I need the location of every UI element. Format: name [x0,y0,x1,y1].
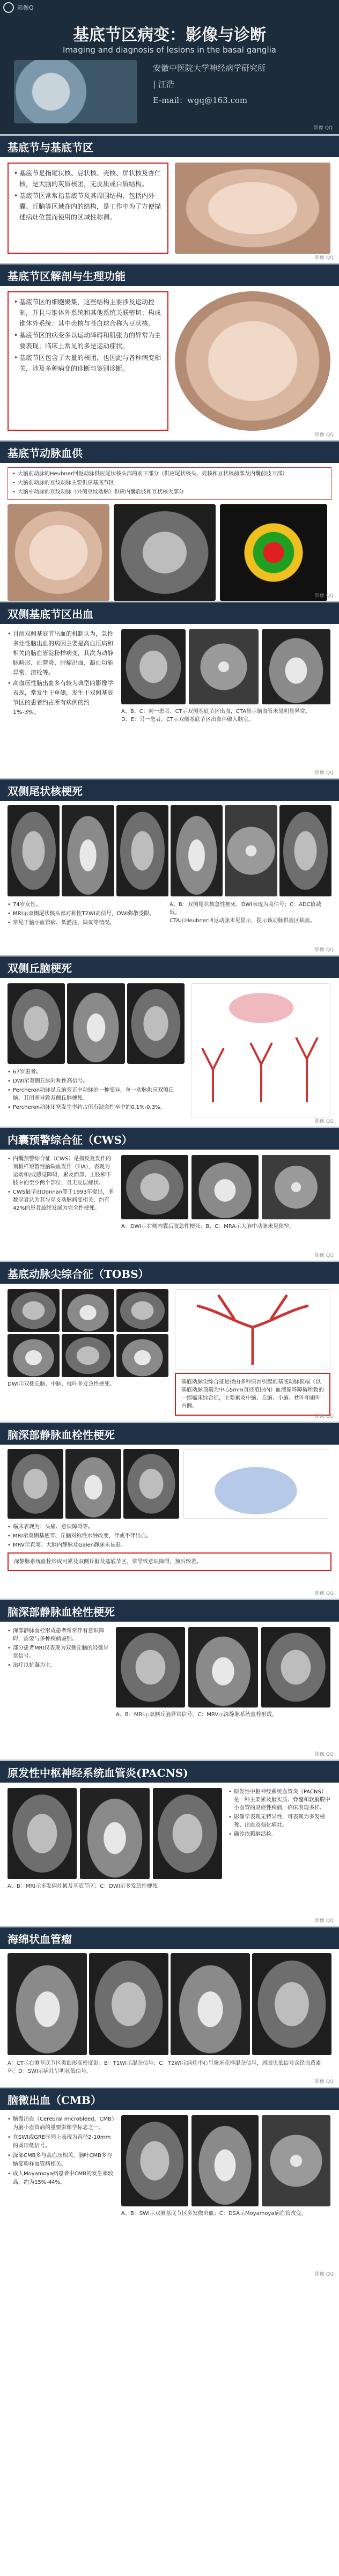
watermark: 影像 QQ [314,1918,334,1924]
watermark: 影像 QQ [314,1591,334,1596]
bullet: • 确诊依赖脑活检。 [229,1830,330,1838]
mri-image [127,983,185,1064]
bullet: • 67岁患者。 [8,1068,185,1076]
mri-image [67,983,124,1064]
bullet: • 基底节区常常指基底节及其周围结构，包括内外囊、丘脑等区域在内的结构，是工作中为了方便描述病灶位置而使用的区域性称谓。 [14,190,162,223]
basilar-tip-illustration [175,1290,330,1369]
coronal-section-image [8,504,109,601]
cta-image [189,629,259,704]
bullet: • 深部静脉血栓形成患者常常伴有意识障碍，需要与多种疾病鉴别。 [8,1627,109,1643]
watermark: 影像 QQ [314,1253,334,1258]
bullet: • MRI示双侧基底节、丘脑对称性水肿改变，伴或不伴出血。 [8,1532,331,1540]
section-title: 双侧基底节区出血 [0,602,339,624]
author-block [153,60,325,108]
section-anatomy-function [0,263,339,440]
bullet: • 基底节区包含了大量的核团，也因此与各种病变相关，涉及多种病变的诊断与鉴别诊断。 [14,352,162,374]
bullet: • Percheron动脉是丘脑旁正中动脉的一种变异，单一动脉供应双侧丘脑，其闭塞导致双侧丘脑梗死。 [8,1086,185,1102]
bullet: • 深部CMB多与高血压相关，脑叶CMB多与脑淀粉样血管病相关。 [8,2152,115,2169]
bullet: • 基底节是指尾状核、豆状核、壳核、屏状核及杏仁核，是大脑的灰质核团，无皮质或白质结构。 [14,168,162,189]
angio-image [225,805,277,896]
watermark: 影像 QQ [314,2272,334,2277]
page-subtitle: Imaging and diagnosis of lesions in the basal ganglia [63,45,276,55]
section-title: 基底动脉尖综合征（TOBS） [0,1262,339,1284]
section-blood-supply [0,440,339,601]
note-text: 深静脉系统血栓形成可累及双侧丘脑及基底节区，常导致意识障碍，预后较差。 [14,1559,202,1565]
bullet: • 内囊预警综合征（CWS）是指反复发作的刻板样短暂性脑缺血发作（TIA），表现为运动和/或感觉障碍，累及面部、上肢和下肢中的至少两个部位，且无皮层症状。 [8,1155,115,1187]
bullet: • Percheron动脉闭塞发生率约占所有缺血性卒中的0.1%-0.3%。 [8,1103,185,1112]
mri-image [8,805,60,896]
territory-map-image [220,504,327,601]
logo-text: 影像Q [17,4,34,11]
figure-caption: A、B：SWI示双侧基底节区多发微出血；C：DSA示Moyamoya病血管改变。 [121,2211,307,2217]
banner-watermark: 影像 QQ [313,126,333,131]
bullet: • 临床表现为：头痛、意识障碍等。 [8,1523,331,1531]
axial-mri-image [114,504,216,601]
swi-image [191,2115,259,2206]
section-cmb [0,2087,339,2279]
mri-image [171,805,223,896]
watermark: 影像 QQ [314,1752,334,1757]
figure-caption: A、B：双侧尾状核急性梗死，DWI表现为高信号；C：ADC值减低。 [170,902,321,916]
bullet: • CWS最早由Donnan等于1993年提出，多数学者认为其与穿支动脉病变相关，约有42%的患者最终发展为完全性梗死。 [8,1188,115,1212]
banner-image [14,60,137,123]
bullet: • 原发性中枢神经系统血管炎（PACNS）是一种主要累及脑实质、脊髓和软脑膜中小血管的炎症性疾病，临床表现多样。 [229,1788,330,1812]
section-thalamic-infarction [0,955,339,1127]
bullet: • 大脑前动脉的Heubner回返动脉供应尾状核头部的前下部分（供应尾状核头、壳核和豆状核前部及内囊前肢下部） [12,470,327,478]
figure-caption: A、B：MRI示多发病灶累及基底节区；C：DWI示多发急性梗死。 [8,1883,163,1889]
mri-image [188,1627,257,1707]
section-deep-venous-thrombosis-2 [0,1599,339,1760]
author-line: E-mail：wgq@163.com [153,95,248,105]
figure-caption: CTA示Heubner回返动脉未见显示，提示该动脉供血区缺血。 [170,918,316,924]
mri-image [8,1788,77,1879]
watermark: 影像 QQ [314,2079,334,2085]
anatomy-image [175,163,330,254]
mri-image [123,1449,179,1519]
section-title: 脑深部静脉血栓性梗死 [0,1423,339,1445]
bullet: • 大脑前动脉的豆纹动脉主要供应基底节区 [12,479,327,487]
author-line: 安徽中医院大学神经病学研究所 [153,63,266,73]
ct-image [8,1953,87,2055]
dwi-image [121,1155,188,1219]
logo-icon [3,2,14,13]
section-deep-venous-thrombosis [0,1422,339,1599]
section-title: 海绵状血管瘤 [0,1927,339,1949]
caudate-image-grid [8,805,331,896]
dsa-image [262,2115,330,2206]
bullet: • DWI示双侧丘脑对称性高信号。 [8,1077,185,1085]
section-bilateral-hemorrhage [0,601,339,778]
definition-text: 基底动脉尖综合征是指由多种原因引起的基底动脉顶端（以基底动脉顶端为中心5mm直径范围内）血液循环障碍所致的一组临床综合征，主要累及中脑、丘脑、小脑、枕叶和颞叶内侧。 [181,1379,324,1409]
ct-image [262,629,330,704]
swi-image [121,2115,188,2206]
mri-image [80,1788,149,1879]
section-cavernous-hemangioma [0,1926,339,2087]
mri-image [8,1449,63,1519]
mri-image [8,1289,60,1332]
swi-image [252,1953,331,2055]
watermark: 影像 QQ [314,432,334,438]
section-pacns [0,1760,339,1926]
bullet: • 74岁女性。 [8,901,163,909]
bullet: • 高血压性脑出血多有较为典型的影像学表现，常发生于单侧，发生于双侧基底节区的患者约占所有病例的约1%-3%。 [8,679,115,717]
3d-brain-image [175,291,330,431]
bullet: • 部分患者MRI仅表现为双侧丘脑的轻微异常信号。 [8,1644,109,1660]
bullet: • 脑微出血（Cerebral microbleed，CMB）为脑小血管病的重要影像学标志之一。 [8,2115,115,2132]
mri-image [62,1289,114,1332]
watermark: 影像 QQ [314,255,334,261]
mrv-image [261,1627,330,1707]
intro-box [8,163,168,254]
t1-image [89,1953,168,2055]
bullet: • 在SWI或GRE序列上表现为直径2-10mm的圆形低信号。 [8,2133,115,2151]
mri-image [62,805,114,896]
anatomy-box [8,291,168,431]
section-caudate-infarction [0,778,339,955]
mri-image [116,1627,185,1707]
bullet: • 治疗以抗凝为主。 [8,1661,109,1669]
figure-caption: A、B：MRI示双侧丘脑异常信号，C：MRV示深静脉系统血栓形成。 [116,1712,278,1718]
section-title: 双侧尾状核梗死 [0,779,339,801]
watermark: 影像 QQ [314,1414,334,1419]
hemorrhage-text [8,629,115,724]
watermark: 影像 QQ [314,593,334,599]
figure-caption: DWI示双侧丘脑、中脑、枕叶多发急性梗死。 [8,1381,115,1387]
section-title: 内囊预警综合征（CWS） [0,1128,339,1150]
mri-image [65,1449,121,1519]
watermark: 影像 QQ [314,947,334,953]
bullet: • 基底节区的细胞聚集，这些结构主要涉及运动控制，并且与锥体外系统和其他系统关联密切；构成锥体外系统：其中壳核与苍白球合称为豆状核。 [14,297,162,329]
dwi-image [153,1788,222,1879]
figure-caption: D、E：另一患者，CT示双侧基底节区出血伴破入脑室。 [121,717,254,723]
page-title: 基底节区病变：影像与诊断 [73,26,266,45]
venous-image-grid [8,1449,179,1519]
section-title: 脑深部静脉血栓性梗死 [0,1600,339,1622]
bullet: • 大脑中动脉的豆纹动脉（外侧豆纹动脉）供应内囊后肢和豆状核大部分 [12,488,327,496]
mri-image [8,983,65,1064]
mri-image [116,1289,168,1332]
logo [3,2,34,13]
watermark: 影像 QQ [314,770,334,776]
thalamus-image-grid [8,983,185,1064]
mra-image [262,1155,330,1219]
figure-caption: A、B、C：同一患者，CT示双侧基底节区出血，CTA显示脑血管未见明显异常。 [121,709,311,715]
bullet: • MRI示双侧尾状核头部对称性T2WI高信号，DWI弥散受限。 [8,910,163,918]
basilar-artery-diagram [175,1289,330,1370]
bullet: • 影像学表现无特异性，可表现为多发梗死、出血及强化病灶。 [229,1813,330,1829]
mri-image [191,1155,259,1219]
bullet: • 目前双侧基底节出血的机制认为，急性多灶性脑出血的病因主要是高血压病和相关的脑血管淀粉样病变，其次为动静脉畸形、血管炎、肿瘤出血、凝血功能异常、溶栓等。 [8,629,115,678]
mri-image [8,1334,60,1377]
venous-anatomy-diagram [183,1449,328,1519]
artery-variant-illustration [191,984,330,1117]
mri-image [62,1334,114,1377]
section-title: 基底节动脉血供 [0,441,339,463]
author-line: | 汪浩 [153,79,174,89]
bullet: • 成人Moyamoya病患者中CMB的发生率较高，约为15%-44%。 [8,2170,115,2187]
venous-note [8,1552,331,1571]
section-title: 基底节与基底节区 [0,136,339,157]
tobs-definition [175,1373,330,1416]
supply-notes [8,467,331,500]
section-title: 原发性中枢神经系统血管炎(PACNS) [0,1761,339,1783]
figure-caption: A：DWI示右侧内囊后肢急性梗死；B、C：MRA示大脑中动脉未见狭窄。 [121,1224,295,1230]
section-basal-ganglia [0,134,339,263]
section-title: 基底节区解剖与生理功能 [0,264,339,286]
section-title: 双侧丘脑梗死 [0,956,339,978]
hemangioma-image-grid [8,1953,331,2055]
t2-image [171,1953,250,2055]
ct-image [121,629,186,704]
bullet: • 基底节区的病变多以运动障碍和肌张力的异常为主要表现；临床上常见的多是运动症状。 [14,330,162,351]
bullet: • MRV示直窦、大脑内静脉及Galen静脉未显影。 [8,1541,331,1549]
percheron-artery-diagram [191,983,330,1117]
watermark: 影像 QQ [314,1119,334,1124]
title-banner [0,0,339,134]
section-title: 脑微出血（CMB） [0,2088,339,2110]
figure-caption: A：CT示右侧基底节区类圆形高密度影；B：T1WI示混杂信号；C：T2WI示病灶中心呈爆米花样混杂信号，周围见低信号含铁血黄素环；D：SWI示病灶呈明显低信号。 [8,2060,321,2074]
tobs-image-grid [8,1289,168,1377]
section-cws [0,1127,339,1261]
mri-image [279,805,331,896]
mri-image [116,805,168,896]
section-tobs [0,1261,339,1422]
bullet: • 常见于脑小血管病、低灌注、缺氧等情况。 [8,919,163,927]
mri-image [116,1334,168,1377]
